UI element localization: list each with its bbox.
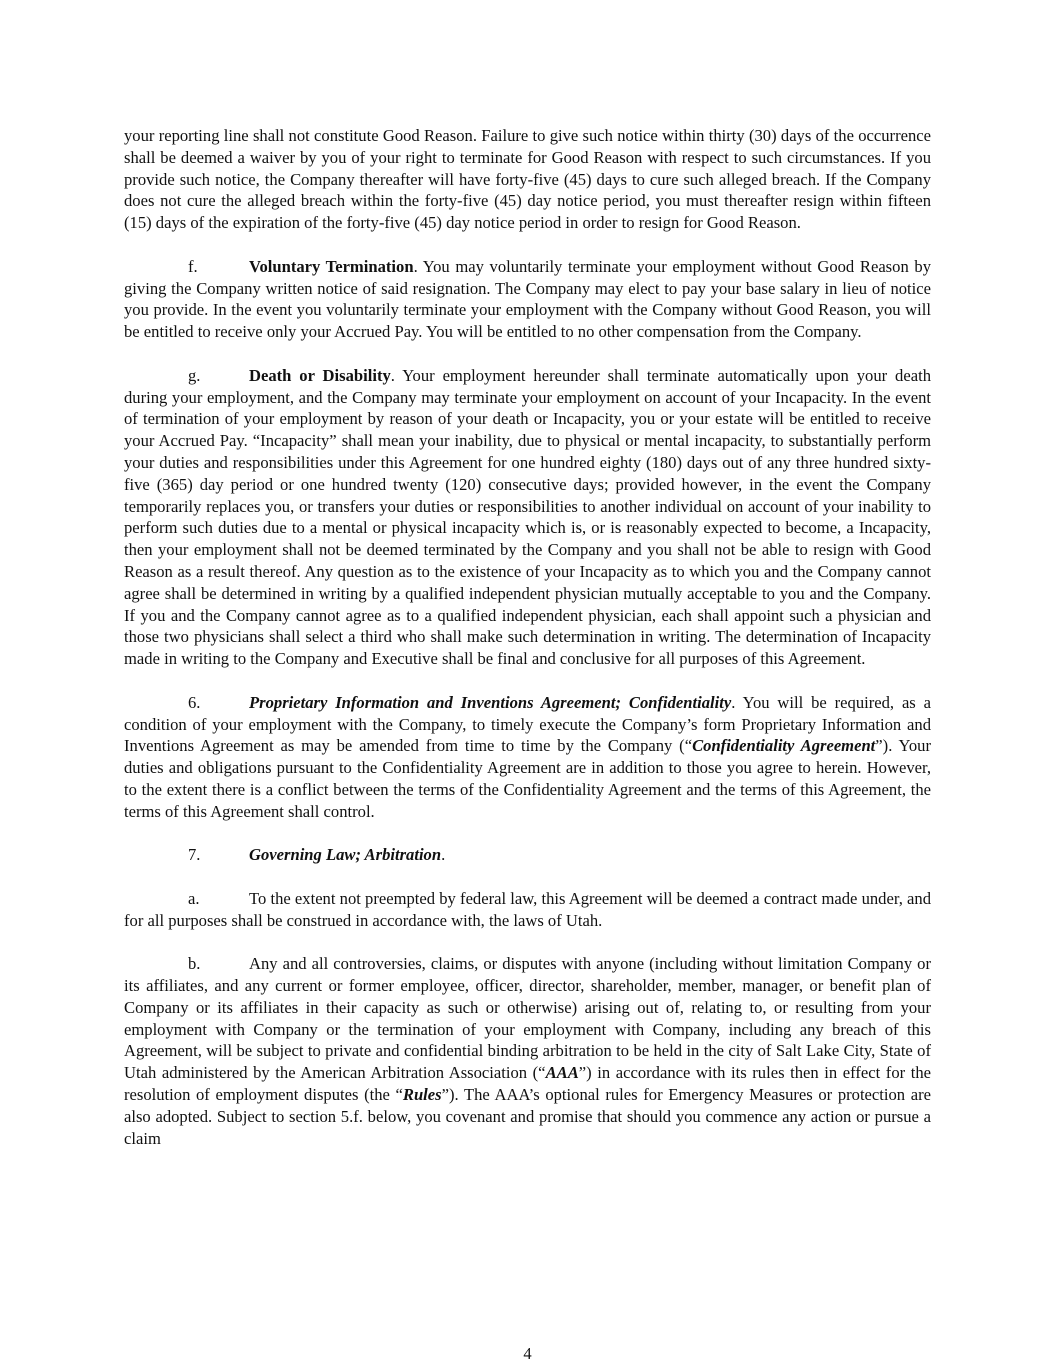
section-text-part-1: . You will be required, as a condition of your employment with the Company, to timely execute the Company’s form Proprietary Information and Inventions Agreement as may be amended from time to time by the Company (“ — [124, 692, 931, 756]
paragraph-7b-arbitration — [124, 953, 931, 1149]
paragraph-text: To the extent not preempted by federal law, this Agreement will be deemed a contract made under, and for all purposes shall be construed in accordance with, the laws of Utah. — [124, 888, 931, 930]
paragraph-number: f. — [188, 256, 198, 276]
paragraph-e-text: your reporting line shall not constitute Good Reason. Failure to give such notice within thirty (30) days of the occurrence shall be deemed a waiver by you of your right to terminate for Good Reason with respect to such circumstances. If you provide such notice, the Company thereafter will have forty-five (45) days to cure such alleged breach. If the Company does not cure the alleged breach within the forty-five (45) day notice period, you must thereafter resign within fifteen (15) days of the expiration of the forty-five (45) day notice period in order to resign for Good Reason. — [124, 126, 931, 233]
page-number: 4 — [523, 1344, 532, 1363]
section-heading: Governing Law; Arbitration — [249, 845, 442, 865]
paragraph-text: . You may voluntarily terminate your employment without Good Reason by giving the Company written notice of said resignation. The Company may elect to pay your base salary in lieu of notice you provide. In the event you voluntarily terminate your employment with the Company without Good Reason, you will be entitled to receive only your Accrued Pay. You will be entitled to no other compensation from the Company. — [124, 256, 931, 342]
paragraph-7a-governing-law — [124, 888, 931, 932]
paragraph-heading: Voluntary Termination — [249, 256, 414, 276]
document-body — [124, 125, 931, 1171]
section-text-part-2: ”). Your duties and obligations pursuant to the Confidentiality Agreement are in addition to those you agree to herein. However, to the extent there is a conflict between the terms of the Confidentiality Agreement and the terms of this Agreement, the terms of this Agreement shall control. — [124, 736, 931, 821]
defined-term-rules: Rules — [402, 1085, 442, 1105]
paragraph-text-part-3: ”). The AAA’s optional rules for Emergency Measures or protection are also adopted. Subject to section 5.f. below, you covenant and promise that should you commence any action or pursue a claim — [124, 1085, 931, 1148]
paragraph-text-part-2: ”) in accordance with its rules then in effect for the resolution of employment disputes (the “ — [124, 1063, 931, 1105]
paragraph-text-part-1: Any and all controversies, claims, or disputes with anyone (including without limitation Company or its affiliates, and any current or former employee, officer, director, shareholder, member, manager, or benefit plan of Company or its affiliates in their capacity as such or otherwise) arising out of, relating to, or resulting from your employment with Company or the termination of your employment with Company, including any breach of this Agreement, will be subject to private and confidential binding arbitration to be held in the city of Salt Lake City, State of Utah administered by the American Arbitration Association (“ — [124, 954, 931, 1083]
section-6-confidentiality — [124, 692, 931, 823]
section-heading-punctuation: . — [441, 845, 446, 865]
paragraph-heading: Death or Disability — [249, 365, 391, 385]
paragraph-number: g. — [188, 365, 201, 385]
paragraph-number: a. — [188, 888, 200, 908]
section-number: 6. — [188, 692, 201, 712]
paragraph-e-continuation — [124, 125, 931, 234]
paragraph-number: b. — [188, 954, 201, 974]
paragraph-g-death-or-disability — [124, 365, 931, 670]
paragraph-f-voluntary-termination — [124, 256, 931, 343]
defined-term-aaa: AAA — [545, 1063, 579, 1083]
paragraph-text: . Your employment hereunder shall terminate automatically upon your death during your employment, and the Company may terminate your employment on account of your Incapacity. In the event of termination of your employment by reason of your death or Incapacity, you or your estate will be entitled to receive your Accrued Pay. “Incapacity” shall mean your inability, due to physical or mental incapacity, to substantially perform your duties and responsibilities under this Agreement for one hundred eighty (180) days out of any three hundred sixty-five (365) day period or one hundred twenty (120) consecutive days; provided however, in the event the Company temporarily replaces you, or transfers your duties or responsibilities to another individual on account of your inability to perform such duties due to a mental or physical incapacity which is, or is reasonably expected to become, a Incapacity, then your employment shall not be deemed terminated by the Company and you shall not be able to resign with Good Reason as a result thereof. Any question as to the existence of your Incapacity as to which you and the Company cannot agree shall be determined in writing by a qualified independent physician mutually acceptable to you and the Company. If you and the Company cannot agree as to a qualified independent physician, each shall appoint such a physician and those two physicians shall select a third who shall make such determination in writing. The determination of Incapacity made in writing to the Company and Executive shall be final and conclusive for all purposes of this Agreement. — [124, 365, 931, 669]
section-7-governing-law — [124, 844, 931, 866]
section-number: 7. — [188, 845, 201, 865]
section-heading: Proprietary Information and Inventions Agreement; Confidentiality — [249, 692, 732, 712]
defined-term-confidentiality-agreement: Confidentiality Agreement — [692, 736, 876, 756]
